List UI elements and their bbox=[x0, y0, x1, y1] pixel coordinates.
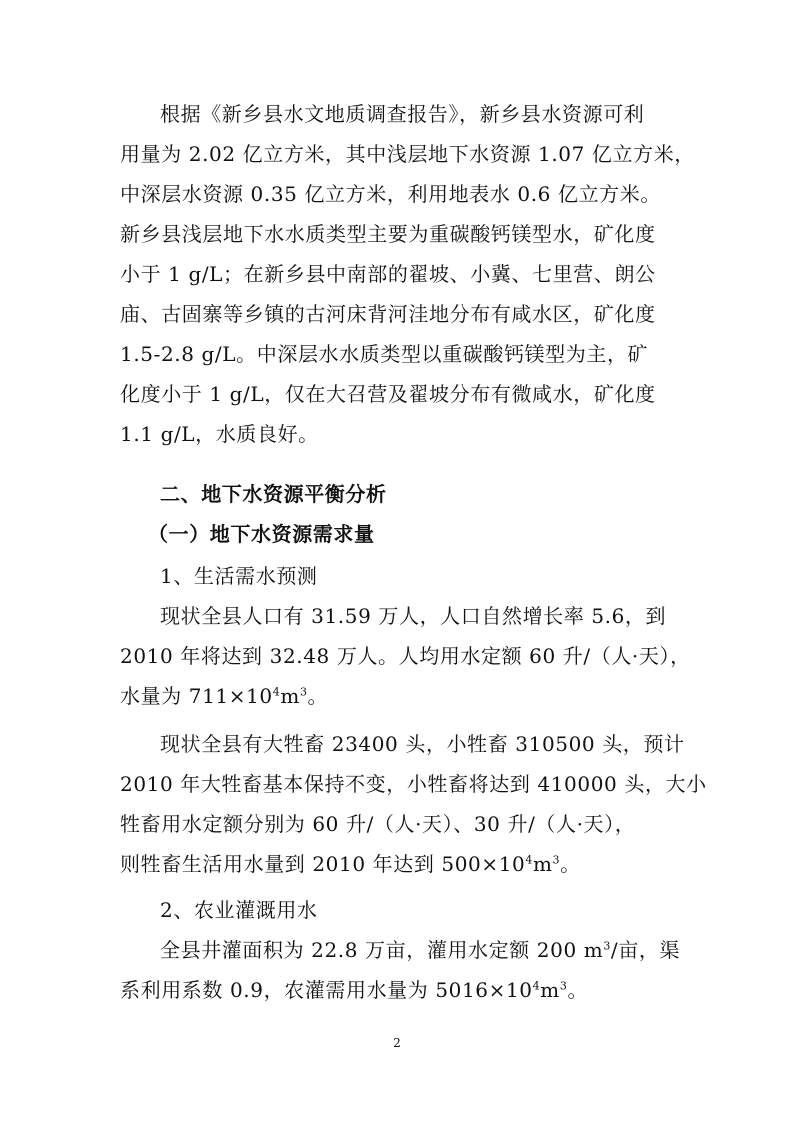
paragraph-line bbox=[0, 936, 794, 964]
superscript: 3 bbox=[603, 939, 611, 953]
text-run: m bbox=[280, 684, 300, 708]
paragraph-line: 2010 年将达到 32.48 万人。人均用水定额 60 升/（人·天）， bbox=[120, 644, 691, 668]
paragraph-line: 现状全县人口有 31.59 万人，人口自然增长率 5.6，到 bbox=[160, 604, 667, 628]
paragraph-line: 庙、古固寨等乡镇的古河床背河洼地分布有咸水区，矿化度 bbox=[120, 302, 656, 326]
superscript: 4 bbox=[525, 853, 533, 867]
superscript: 4 bbox=[532, 979, 541, 993]
paragraph-line: 化度小于 1 g/L，仅在大召营及翟坡分布有微咸水，矿化度 bbox=[120, 382, 656, 406]
paragraph-line: 用量为 2.02 亿立方米，其中浅层地下水资源 1.07 亿立方米， bbox=[120, 142, 695, 166]
text-run: 水量为 711×10 bbox=[120, 684, 273, 708]
text-run: 。 bbox=[567, 978, 589, 1002]
superscript: 3 bbox=[559, 979, 568, 993]
subsection-heading: （一）地下水资源需求量 bbox=[148, 522, 375, 546]
paragraph-line bbox=[0, 850, 794, 878]
paragraph-line: 根据《新乡县水文地质调查报告》，新乡县水资源可利 bbox=[160, 102, 645, 126]
paragraph-line bbox=[0, 682, 794, 710]
text-run: 系利用系数 0.9，农灌需用水量为 5016×10 bbox=[120, 978, 533, 1002]
paragraph-line: 2010 年大牲畜基本保持不变，小牲畜将达到 410000 头，大小 bbox=[120, 772, 707, 796]
superscript: 4 bbox=[272, 685, 281, 699]
paragraph-line bbox=[0, 976, 794, 1004]
item-heading: 1、生活需水预测 bbox=[160, 564, 318, 588]
paragraph-line: 牲畜用水定额分别为 60 升/（人·天）、30 升/（人·天）， bbox=[120, 812, 636, 836]
paragraph-line: 中深层水资源 0.35 亿立方米，利用地表水 0.6 亿立方米。 bbox=[120, 182, 661, 206]
text-run: 。 bbox=[307, 684, 329, 708]
paragraph-line: 新乡县浅层地下水水质类型主要为重碳酸钙镁型水，矿化度 bbox=[120, 222, 656, 246]
text-run: 全县井灌面积为 22.8 万亩，灌用水定额 200 m bbox=[160, 938, 604, 962]
paragraph-line: 小于 1 g/L；在新乡县中南部的翟坡、小冀、七里营、朗公 bbox=[120, 262, 656, 286]
text-run: 则牲畜生活用水量到 2010 年达到 500×10 bbox=[120, 852, 526, 876]
section-heading: 二、地下水资源平衡分析 bbox=[160, 482, 387, 506]
paragraph-line: 现状全县有大牲畜 23400 头，小牲畜 310500 头，预计 bbox=[160, 732, 685, 756]
paragraph-line: 1.5-2.8 g/L。中深层水水质类型以重碳酸钙镁型为主，矿 bbox=[120, 342, 649, 366]
text-run: m bbox=[532, 852, 553, 876]
text-run: /亩，渠 bbox=[610, 938, 681, 962]
superscript: 3 bbox=[552, 853, 561, 867]
superscript: 3 bbox=[299, 685, 308, 699]
text-run: 。 bbox=[560, 852, 581, 876]
item-heading: 2、农业灌溉用水 bbox=[160, 898, 318, 922]
paragraph-line: 1.1 g/L，水质良好。 bbox=[120, 422, 319, 446]
page-number: 2 bbox=[393, 1036, 401, 1050]
text-run: m bbox=[540, 978, 560, 1002]
